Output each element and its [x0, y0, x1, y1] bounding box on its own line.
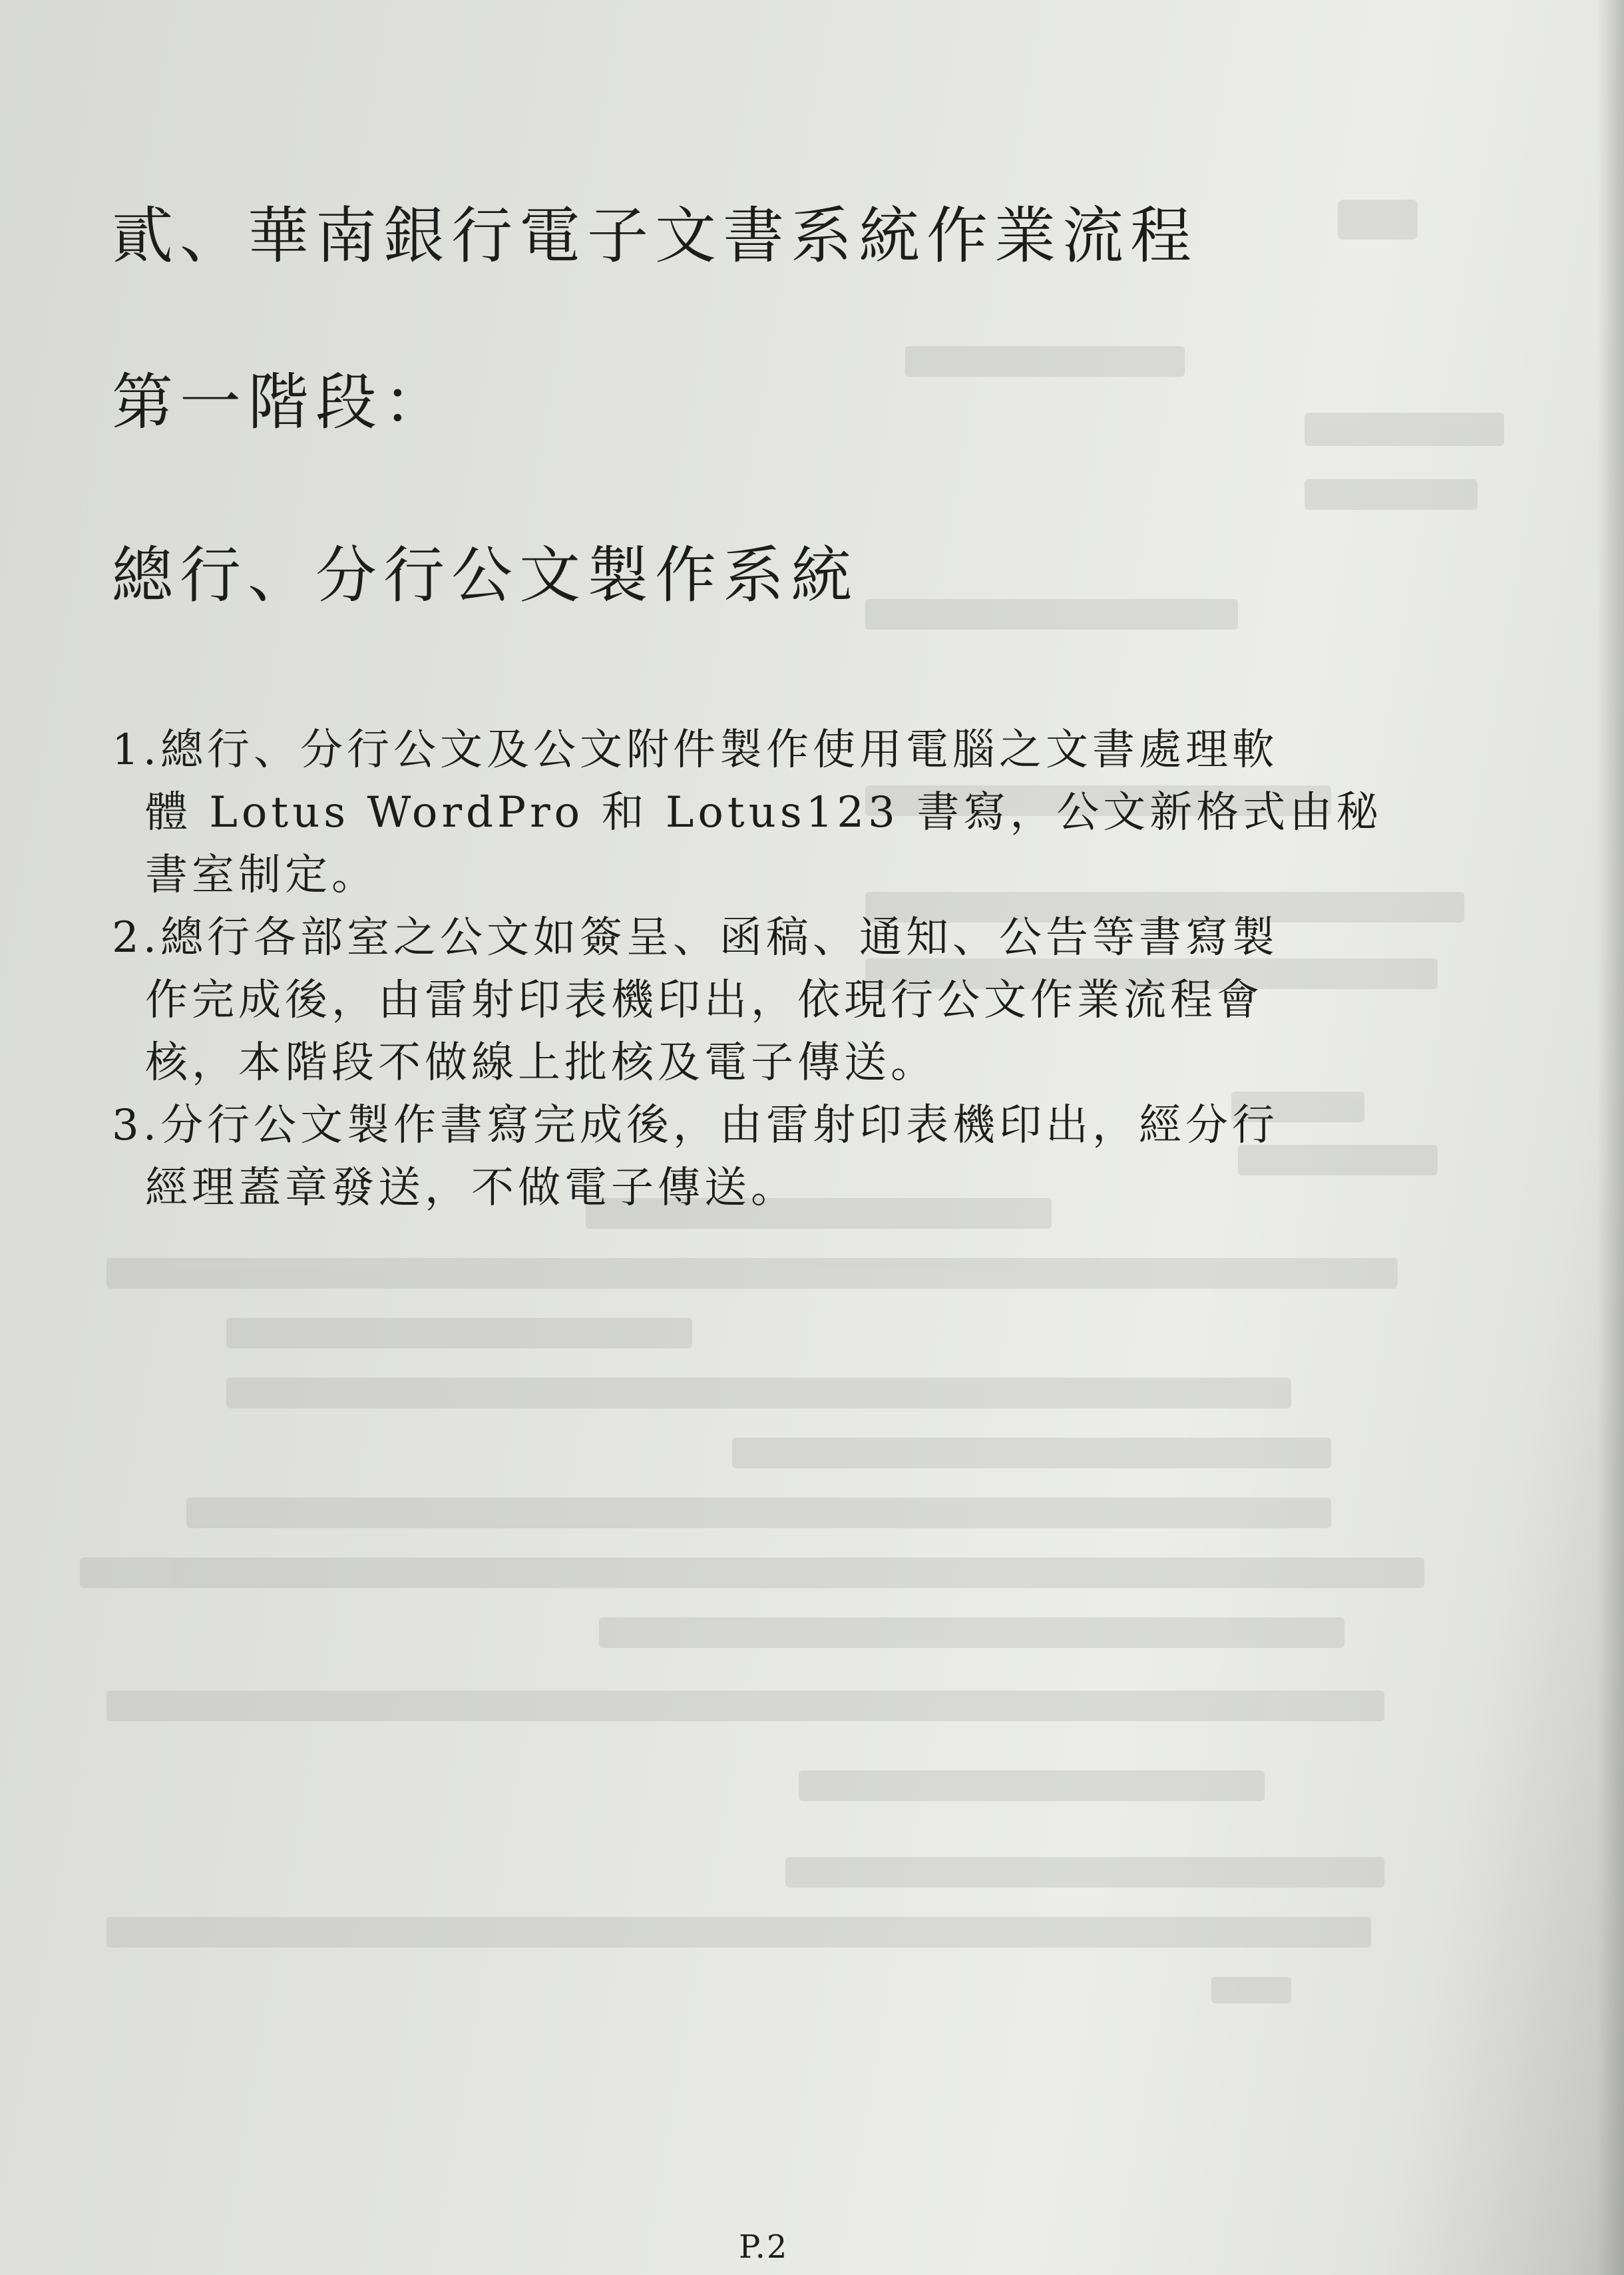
page-edge-shadow: [1597, 0, 1624, 2275]
procedure-item-line: 3.分行公文製作書寫完成後，由雷射印表機印出，經分行: [112, 1101, 1279, 1150]
procedure-item-line: 經理蓋章發送，不做電子傳送。: [145, 1163, 797, 1213]
procedure-list: [112, 719, 1510, 1219]
procedure-item-line: 作完成後，由雷射印表機印出，依現行公文作業流程會: [145, 976, 1263, 1025]
main-title: 貳、華南銀行電子文書系統作業流程: [112, 200, 1199, 272]
procedure-item-line: 核，本階段不做線上批核及電子傳送。: [145, 1038, 937, 1088]
procedure-item-1: [112, 719, 1443, 907]
procedure-item-line: 書室制定。: [145, 851, 378, 900]
procedure-item-line: 體 Lotus WordPro 和 Lotus123 書寫，公文新格式由秘: [145, 788, 1383, 837]
stage-title: 第一階段：: [112, 367, 452, 438]
system-title: 總行、分行公文製作系統: [112, 540, 859, 611]
procedure-item-line: 1.總行、分行公文及公文附件製作使用電腦之文書處理軟: [112, 725, 1279, 775]
procedure-item-2: [112, 907, 1443, 1094]
page-number: P.2: [739, 2228, 789, 2266]
procedure-item-3: [112, 1094, 1443, 1219]
procedure-item-line: 2.總行各部室之公文如簽呈、函稿、通知、公告等書寫製: [112, 913, 1279, 962]
document-body: [112, 193, 1510, 1219]
